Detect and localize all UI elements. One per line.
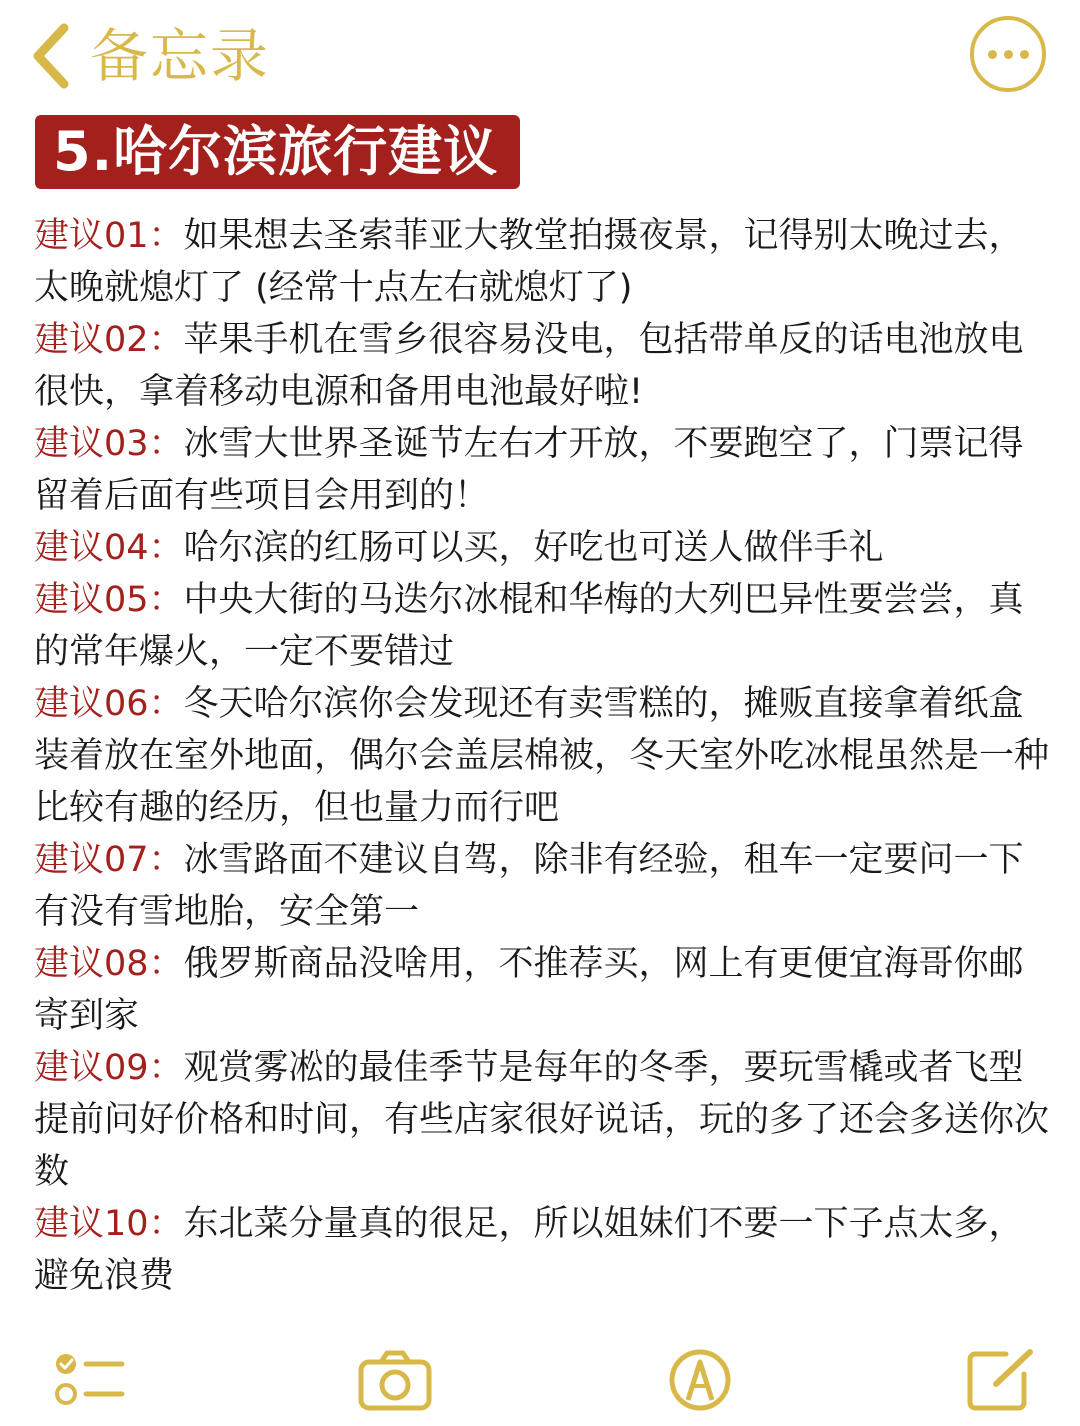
tip-item [34, 210, 1054, 314]
tip-label: 建议01： [34, 216, 184, 256]
checklist-icon [50, 1348, 130, 1412]
navigation-bar [0, 0, 1080, 110]
tip-item [34, 678, 1054, 834]
tip-item [34, 1198, 1054, 1302]
note-title: 5.哈尔滨旅行建议 [53, 120, 499, 183]
note-body[interactable] [34, 210, 1054, 1302]
more-dots-icon [988, 50, 997, 59]
note-title-banner [35, 115, 520, 189]
tip-text: 冬天哈尔滨你会发现还有卖雪糕的，摊贩直接拿着纸盒装着放在室外地面，偶尔会盖层棉被，冬天室外吃冰棍虽然是一种比较有趣的经历，但也量力而行吧 [34, 684, 1050, 828]
tip-label: 建议02： [34, 320, 184, 360]
tip-text: 冰雪大世界圣诞节左右才开放，不要跑空了，门票记得留着后面有些项目会用到的！ [34, 424, 1024, 516]
tip-label: 建议05： [34, 580, 184, 620]
tip-item [34, 834, 1054, 938]
chevron-left-icon [28, 22, 72, 90]
tip-text: 俄罗斯商品没啥用，不推荐买，网上有更便宜海哥你邮寄到家 [34, 944, 1024, 1036]
tip-item [34, 522, 1054, 574]
tip-item [34, 1042, 1054, 1198]
checklist-button[interactable] [50, 1348, 130, 1412]
tip-label: 建议07： [34, 840, 184, 880]
tip-label: 建议08： [34, 944, 184, 984]
tip-label: 建议10： [34, 1204, 184, 1244]
tip-item [34, 938, 1054, 1042]
tip-text: 冰雪路面不建议自驾，除非有经验，租车一定要问一下有没有雪地胎，安全第一 [34, 840, 1024, 932]
tip-item [34, 314, 1054, 418]
tip-text: 观赏雾凇的最佳季节是每年的冬季，要玩雪橇或者飞型提前问好价格和时间，有些店家很好说话，玩的多了还会多送你次数 [34, 1048, 1050, 1192]
compose-icon [962, 1348, 1042, 1412]
camera-button[interactable] [355, 1348, 435, 1412]
tip-label: 建议03： [34, 424, 184, 464]
tip-text: 苹果手机在雪乡很容易没电，包括带单反的话电池放电很快，拿着移动电源和备用电池最好啦! [34, 320, 1024, 412]
tip-text: 东北菜分量真的很足，所以姐妹们不要一下子点太多，避免浪费 [34, 1204, 1024, 1296]
more-button[interactable] [970, 16, 1046, 92]
compose-button[interactable] [962, 1348, 1042, 1412]
back-button[interactable] [28, 18, 270, 94]
tip-text: 中央大街的马迭尔冰棍和华梅的大列巴异性要尝尝，真的常年爆火，一定不要错过 [34, 580, 1024, 672]
tip-label: 建议04： [34, 528, 184, 568]
tip-text: 哈尔滨的红肠可以买，好吃也可送人做伴手礼 [183, 528, 884, 568]
tip-item [34, 418, 1054, 522]
tip-label: 建议06： [34, 684, 184, 724]
back-label: 备忘录 [90, 22, 271, 90]
markup-pen-icon [660, 1348, 740, 1412]
camera-icon [355, 1348, 435, 1412]
tip-label: 建议09： [34, 1048, 184, 1088]
markup-button[interactable] [660, 1348, 740, 1412]
tip-text: 如果想去圣索菲亚大教堂拍摄夜景，记得别太晚过去，太晚就熄灯了 (经常十点左右就熄灯了) [34, 216, 1024, 308]
bottom-toolbar [0, 1340, 1080, 1420]
tip-item [34, 574, 1054, 678]
